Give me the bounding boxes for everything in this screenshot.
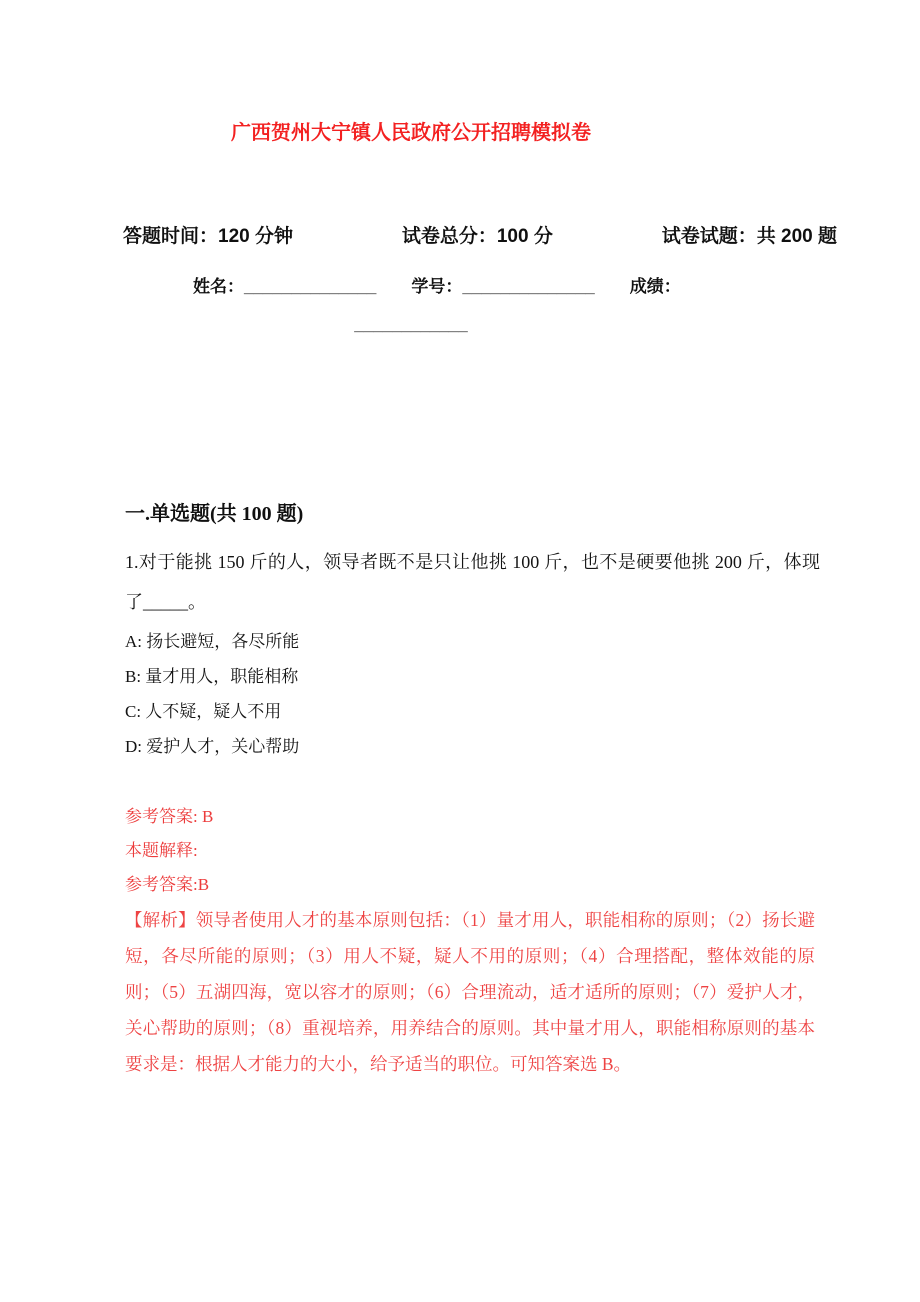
answer-block: [125, 800, 920, 902]
student-id-field-blank: ______________: [462, 277, 595, 296]
reference-answer: 参考答案: B: [125, 807, 214, 826]
name-field-label: 姓名：: [193, 277, 244, 296]
section-heading: 一.单选题(共 100 题): [125, 503, 304, 525]
exam-duration: 答题时间：120 分钟: [123, 226, 293, 247]
reference-answer-repeat: 参考答案:B: [125, 875, 210, 894]
option-c: C: 人不疑，疑人不用: [125, 702, 282, 721]
student-id-field: [411, 274, 594, 300]
option-list: [125, 624, 920, 764]
option-d: D: 爱护人才，关心帮助: [125, 737, 300, 756]
explanation-label: 本题解释:: [125, 841, 198, 860]
option-b: B: 量才用人，职能相称: [125, 667, 299, 686]
answer-analysis: 【解析】领导者使用人才的基本原则包括：（1）量才用人，职能相称的原则；（2）扬长避短，各尽所能的原则；（3）用人不疑，疑人不用的原则；（4）合理搭配，整体效能的原则；（5）五湖四海，宽以容才的原则；（6）合理流动，适才适所的原则；（7）爱护人才，关心帮助的原则；（8）重视培养，用养结合的原则。其中量才用人，职能相称原则的基本要求是：根据人才能力的大小，给予适当的职位。可知答案选 B。: [125, 910, 815, 1074]
name-field: [193, 274, 376, 300]
score-field-blank: ____________: [354, 315, 468, 334]
student-fields-row: [193, 274, 920, 300]
exam-total-score: 试卷总分：100 分: [401, 226, 553, 247]
page-title: 广西贺州大宁镇人民政府公开招聘模拟卷: [231, 122, 591, 144]
exam-info-line: [123, 224, 837, 250]
question-text: 1.对于能挑 150 斤的人，领导者既不是只让他挑 100 斤，也不是硬要他挑 200 斤，体现了_____。: [125, 552, 820, 612]
name-field-blank: ______________: [244, 277, 377, 296]
student-id-field-label: 学号：: [411, 277, 463, 296]
score-field-line: [0, 312, 822, 338]
option-a: A: 扬长避短，各尽所能: [125, 632, 300, 651]
exam-question-count: 试卷试题：共 200 题: [661, 226, 837, 247]
score-field-label: 成绩：: [629, 277, 681, 296]
